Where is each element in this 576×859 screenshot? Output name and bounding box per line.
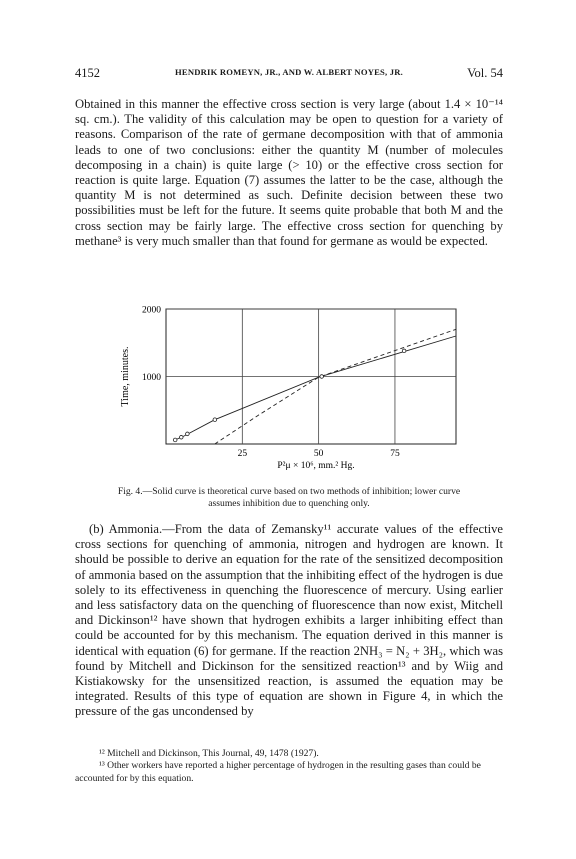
series-line-solid xyxy=(175,336,456,440)
running-header-authors: HENDRIK ROMEYN, JR., AND W. ALBERT NOYES, JR. xyxy=(175,67,403,77)
paragraph-1 xyxy=(75,97,503,249)
y-tick-label: 2000 xyxy=(142,305,161,316)
y-axis-label: Time, minutes. xyxy=(120,346,131,407)
data-point xyxy=(402,349,406,353)
running-header xyxy=(75,66,503,82)
paragraph-2-text: (b) Ammonia.—From the data of Zemansky¹¹ accurate values of the effective cross sections for quenching of ammonia, nitrogen and hydrogen are known. It should be possible to derive an equation for the rate of the sensitized decomposition of ammonia based on the assumption that the inhibiting effect of the hydrogen is due solely to its effectiveness in quenching the fluorescence of mercury. Using earlier and less satisfactory data on the quenching of fluorescence than now exist, Mitchell and Dickinson¹² have shown that hydrogen exhibits a larger inhibiting effect than could be accounted for by this mechanism. The equation derived in this manner is identical with equation (6) for germane. If the reaction 2NH₃ = N₂ + 3H₂, which was found by Mitchell and Dickinson for the sensitized reaction¹³ and by Wiig and Kistiakowsky for the unsensitized reaction, is assumed the equation may be integrated. Results of this type of equation are shown in Figure 4, in which the pressure of the gas uncondensed by xyxy=(75,522,503,719)
x-tick-label: 50 xyxy=(313,449,324,459)
x-tick-label: 75 xyxy=(390,449,400,459)
paragraph-1-text: Obtained in this manner the effective cross section is very large (about 1.4 × 10⁻¹⁴ sq. cm.). The validity of this calculation may be open to question for a variety of reasons. Comparison of the rate of germane decomposition with that of ammonia leads to one of two conclusions: either the quantity M (number of molecules decomposing in a chain) is quite large (> 10) or the effective cross section for reaction is quite large. Equation (7) assumes the latter to be the case, although the quantity M is not determined as such. Definite decision between these two possibilities must be left for the future. It seems quite probable that both M and the cross section may be fairly large. The effective cross section for quenching by methane³ is very much smaller than that found for germane as would be expected. xyxy=(75,97,503,248)
footnote-12: ¹² Mitchell and Dickinson, This Journal, 49, 1478 (1927). xyxy=(99,748,319,759)
x-axis-label: P²μ × 10⁶, mm.² Hg. xyxy=(277,461,355,471)
data-point xyxy=(320,375,324,379)
page-number: 4152 xyxy=(75,66,100,80)
footnotes xyxy=(75,748,503,785)
data-point xyxy=(179,435,183,439)
data-point xyxy=(186,432,190,436)
data-point xyxy=(213,418,217,422)
figure-4-chart xyxy=(96,299,496,471)
data-point xyxy=(173,438,177,442)
footnote-13: ¹³ Other workers have reported a higher percentage of hydrogen in the resulting gases than could be accounted for by this equation. xyxy=(75,760,481,784)
x-tick-label: 25 xyxy=(237,449,248,459)
figure-caption: Fig. 4.—Solid curve is theoretical curve based on two methods of inhibition; lower curve assumes inhibition due to quenching only. xyxy=(117,486,461,509)
y-tick-label: 1000 xyxy=(142,373,161,383)
paragraph-2 xyxy=(75,522,503,720)
volume-label: Vol. 54 xyxy=(467,66,503,80)
